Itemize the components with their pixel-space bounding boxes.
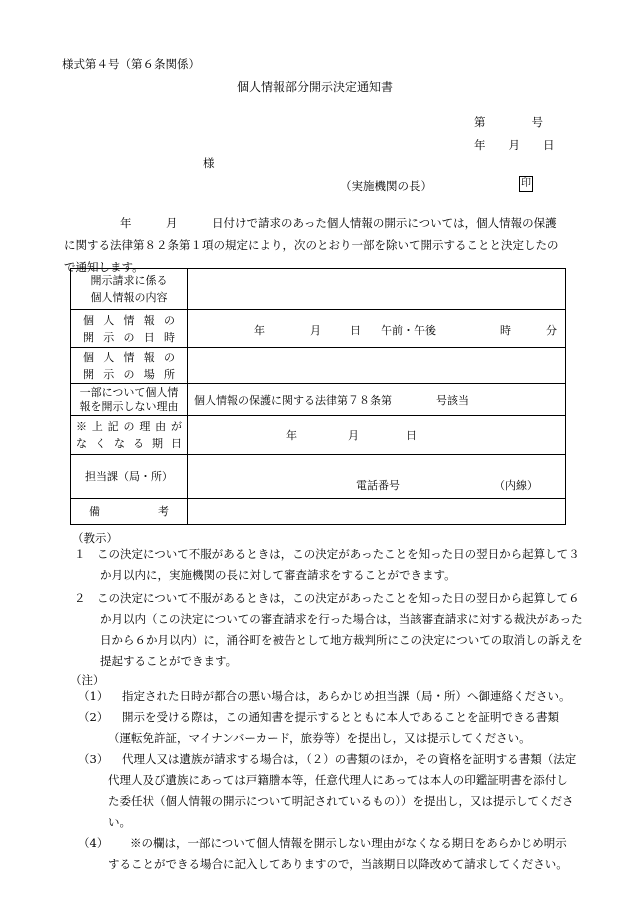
day-label: 日 (350, 324, 361, 337)
note-text: ※の欄は，一部について個人情報を開示しない理由がなくなる期日をあらかじめ明示することができる場合に記入してありますので，当該期日以降改めて請求してください。 (108, 836, 568, 871)
label-line: なくなる期日 (76, 437, 182, 450)
value-remarks (188, 499, 566, 525)
addressee-suffix: 様 (203, 156, 215, 170)
note-text: 開示を受ける際は，この通知書を提示するとともに本人であることを証明できる書類（運転免許証，マイナンバーカード，旅券等）を提出し，又は提示してください。 (108, 710, 559, 745)
agency-head: （実施機関の長） (340, 179, 432, 193)
notice-heading: （教示） (72, 531, 118, 545)
label-expiry-date (71, 416, 188, 455)
day-label: 日 (406, 429, 417, 442)
seal-mark: 印 (519, 176, 533, 192)
label-line: 個人情報の内容 (90, 291, 168, 304)
document-date-line: 年 月 日 (474, 138, 555, 152)
label-remarks (71, 499, 188, 525)
notes-list (78, 686, 578, 875)
label-line: 開示請求に係る (90, 274, 168, 287)
label-request-content (71, 269, 188, 310)
label-line: 一部について個人情 (79, 385, 179, 399)
label-disclosure-datetime (71, 310, 188, 348)
value-expiry-date (188, 416, 566, 455)
body-line-2: に関する法律第８２条第１項の規定により，次のとおり一部を除いて開示することと決定したの (64, 238, 559, 252)
label-partial-reason (71, 384, 188, 416)
label-line: 開示の日時 (83, 330, 175, 344)
body-line-3: で通知します。 (64, 260, 144, 274)
notice-list (74, 544, 584, 672)
label-line: 開示の場所 (83, 367, 175, 381)
note-number: （3） (78, 752, 109, 766)
label-disclosure-place (71, 348, 188, 384)
note-item-4 (78, 833, 578, 875)
label-line: 個人情報の (83, 350, 175, 364)
document-title: 個人情報部分開示決定通知書 (236, 80, 393, 94)
label-line: 備 考 (89, 505, 169, 518)
phone-label: 電話番号 (356, 479, 400, 492)
notes-heading: （注） (70, 673, 105, 687)
label-line: 報を開示しない理由 (79, 399, 179, 413)
note-text: 代理人又は遺族が請求する場合は，（２）の書類のほか，その資格を証明する書類（法定代理人及び遺族にあっては戸籍謄本等，任意代理人にあっては本人の印鑑証明書を添付した委任状（個人情報の開示について明記されているもの））を提出し，又は提示してください。 (108, 752, 577, 829)
note-number: （4） (78, 836, 109, 850)
note-number: （2） (78, 710, 109, 724)
document-number-line: 第 号 (474, 115, 543, 129)
note-item-2 (78, 707, 578, 749)
disclosure-table (70, 268, 566, 525)
value-partial-reason: 個人情報の保護に関する法律第７８条第 号該当 (188, 384, 566, 416)
label-department: 担当課（局・所） (71, 455, 188, 499)
notice-item-1: １ この決定について不服があるときは，この決定があったことを知った日の翌日から起算して３か月以内に，実施機関の長に対して審査請求をすることができます。 (74, 547, 580, 582)
label-line: 個人情報の (83, 313, 175, 327)
value-disclosure-datetime (188, 310, 566, 348)
extension-label: （内線） (494, 479, 538, 492)
month-label: 月 (310, 324, 321, 337)
value-disclosure-place (188, 348, 566, 384)
year-label: 年 (254, 324, 265, 337)
note-number: （1） (78, 689, 109, 703)
ampm-label: 午前・午後 (381, 324, 436, 337)
body-line-1: 年 月 日付けで請求のあった個人情報の開示については，個人情報の保護 (120, 216, 557, 230)
note-item-3 (78, 749, 578, 833)
hour-label: 時 (500, 324, 511, 337)
month-label: 月 (348, 429, 359, 442)
year-label: 年 (286, 429, 297, 442)
form-number: 様式第４号（第６条関係） (62, 57, 200, 71)
note-text: 指定された日時が都合の悪い場合は，あらかじめ担当課（局・所）へ御連絡ください。 (122, 689, 571, 703)
value-department (188, 455, 566, 499)
note-item-1 (78, 686, 578, 707)
value-request-content (188, 269, 566, 310)
label-line: ※上記の理由が (76, 420, 182, 433)
minute-label: 分 (546, 324, 557, 337)
notice-item-2: ２ この決定について不服があるときは，この決定があったことを知った日の翌日から起算して６か月以内（この決定についての審査請求を行った場合は，当該審査請求に対する裁決があった日から６か月以内）に，涌谷町を被告として地方裁判所にこの決定についての取消しの訴えを提起することができます。 (74, 591, 583, 668)
